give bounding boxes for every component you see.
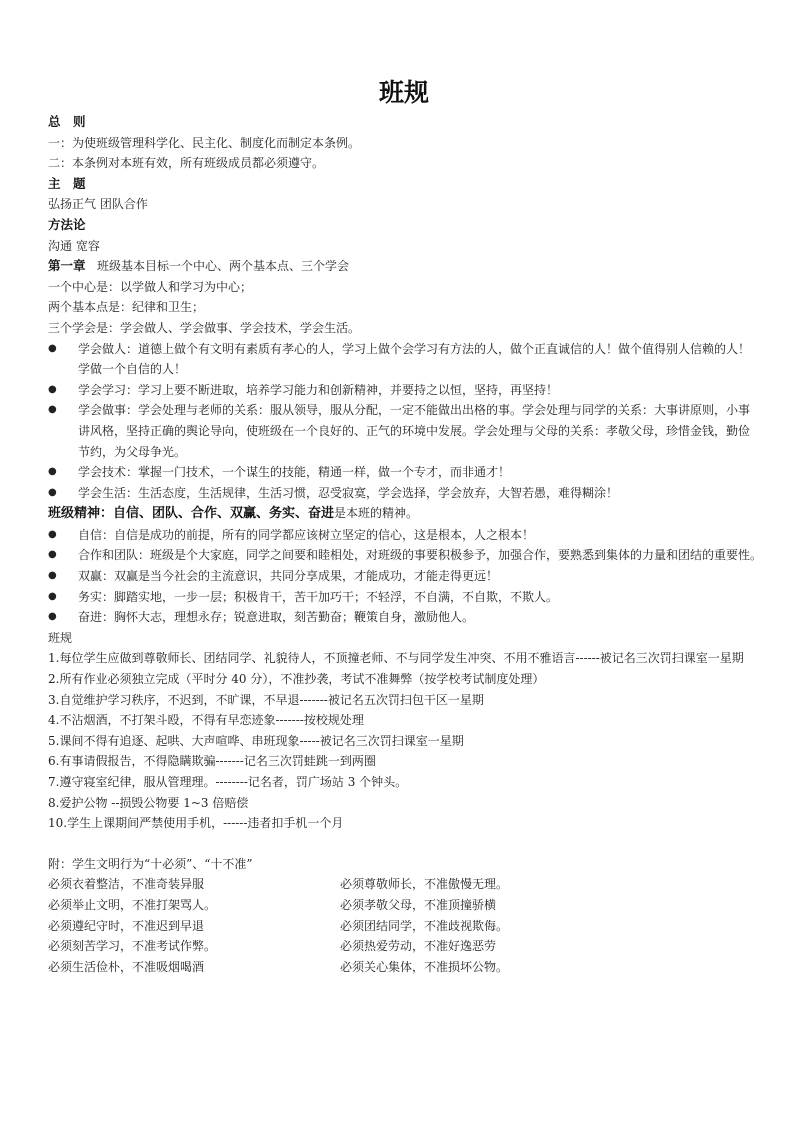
- rule-item: 6.有事请假报告，不得隐瞒欺骗-------记名三次罚蛙跳一到两圈: [48, 754, 376, 769]
- method-heading: 方法论: [48, 216, 86, 232]
- rule-item: 3.自觉维护学习秩序，不迟到，不旷课，不早退-------被记名五次罚扫包干区一星期: [48, 692, 484, 707]
- theme-heading: 主 题: [48, 175, 86, 191]
- rule-item: 5.课间不得有追逐、起哄、大声喧哗、串班现象-----被记名三次罚扫课室一星期: [48, 733, 464, 748]
- general-heading: 总 则: [48, 114, 86, 129]
- general-item: 二：本条例对本班有效，所有班级成员都必须遵守。: [48, 156, 325, 171]
- spirit-bold: 班级精神：自信、团队、合作、双赢、务实、奋进: [48, 506, 335, 522]
- general-item: 一：为使班级管理科学化、民主化、制度化而制定本条例。: [48, 135, 361, 150]
- rule-item: 4.不沾烟酒，不打架斗殴，不得有早恋迹象-------按校规处理: [48, 713, 364, 728]
- chapter1-bullet: ● 学会生活：生活态度，生活规律，生活习惯，忍受寂寞，学会选择，学会放弃，大智若愚，难得糊涂！: [48, 483, 760, 504]
- appendix-item: 必须团结同学，不准歧视欺侮。: [340, 918, 509, 933]
- appendix-item: 必须生活俭朴，不准吸烟喝酒: [48, 959, 205, 974]
- appendix-right-column: [340, 874, 632, 977]
- rule-item: 10.学生上课期间严禁使用手机，------违者扣手机一个月: [48, 816, 344, 831]
- spirit-bullet: ● 合作和团队：班级是个大家庭，同学之间要和睦相处，对班级的事要积极参予，加强合作，要熟悉到集体的力量和团结的重要性。: [48, 545, 760, 566]
- appendix-item: 必须举止文明，不准打架骂人。: [48, 897, 217, 912]
- spirit-bullet: ● 自信：自信是成功的前提，所有的同学都应该树立坚定的信心，这是根本，人之根本！: [48, 525, 760, 546]
- appendix-left-column: [48, 874, 340, 977]
- chapter1-bullet: ● 学会做事：学会处理与老师的关系：服从领导，服从分配，一定不能做出出格的事。学会处理与同学的关系：大事讲原则，小事讲风格，坚持正确的舆论导向，使班级在一个良好的、正气的环境中发展。学会处理与父母的关系：孝敬父母，珍惜金钱，勤俭节约，为父母争光。: [48, 400, 760, 462]
- appendix-columns: [48, 874, 760, 977]
- chapter1-heading: 第一章: [48, 258, 86, 274]
- chapter1-bullet: ● 学会技术：掌握一门技术，一个谋生的技能，精通一样，做一个专才，而非通才！: [48, 462, 760, 483]
- appendix-item: 必须衣着整洁，不准奇装异服: [48, 877, 205, 892]
- spirit-bullet: ● 双赢：双赢是当今社会的主流意识，共同分享成果，才能成功，才能走得更远！: [48, 566, 760, 587]
- spirit-title: [48, 503, 760, 525]
- chapter1-bullet: ● 学会做人：道德上做个有文明有素质有孝心的人，学习上做个会学习有方法的人，做个正直诚信的人！做个值得别人信赖的人！学做一个自信的人！: [48, 339, 760, 380]
- chapter1-subtitle: 班级基本目标一个中心、两个基本点、三个学会: [96, 259, 349, 274]
- theme-text: 弘扬正气 团队合作: [48, 197, 148, 212]
- spirit-bullet: ● 奋进：胸怀大志，理想永存；锐意进取，刻苦勤奋；鞭策自身，激励他人。: [48, 607, 760, 628]
- appendix-item: 必须刻苦学习，不准考试作弊。: [48, 939, 217, 954]
- rule-item: 8.爱护公物 --损毁公物要 1~3 倍赔偿: [48, 795, 249, 810]
- spirit-rest: 是本班的精神。: [334, 506, 419, 521]
- document-page: [48, 76, 763, 977]
- rule-item: 2.所有作业必须独立完成（平时分 40 分），不准抄袭，考试不准舞弊（按学校考试制度处理）: [48, 672, 545, 687]
- method-text: 沟通 宽容: [48, 238, 100, 253]
- chapter1-line: 两个基本点是：纪律和卫生；: [48, 300, 205, 315]
- chapter1-bullet: ● 学会学习：学习上要不断进取，培养学习能力和创新精神，并要持之以恒，坚持，再坚持！: [48, 380, 760, 401]
- appendix-item: 必须遵纪守时，不准迟到早退: [48, 918, 205, 933]
- appendix-item: 必须热爱劳动，不准好逸恶劳: [340, 939, 497, 954]
- rule-item: 7.遵守寝室纪律，服从管理理。--------记名者，罚广场站 3 个钟头。: [48, 775, 408, 789]
- appendix-item: 必须关心集体，不准损坏公物。: [340, 959, 509, 974]
- document-title: 班规: [378, 78, 429, 107]
- appendix-heading: 附：学生文明行为“十必须”、“十不准”: [48, 856, 253, 871]
- spirit-bullet: ● 务实：脚踏实地，一步一层；积极肯干，苦干加巧干；不轻浮，不自满，不自欺，不欺人。: [48, 587, 760, 608]
- chapter1-title: [48, 256, 760, 277]
- rule-item: 1.每位学生应做到尊敬师长、团结同学、礼貌待人，不顶撞老师、不与同学发生冲突、不用不雅语言------被记名三次罚扫课室一星期: [48, 651, 744, 666]
- appendix-item: 必须孝敬父母，不准顶撞骄横: [340, 897, 497, 912]
- appendix-item: 必须尊敬师长，不准傲慢无理。: [340, 877, 509, 892]
- chapter1-line: 三个学会是：学会做人、学会做事、学会技术，学会生活。: [48, 320, 361, 335]
- rules-heading: 班规: [48, 630, 73, 645]
- chapter1-line: 一个中心是：以学做人和学习为中心；: [48, 279, 253, 294]
